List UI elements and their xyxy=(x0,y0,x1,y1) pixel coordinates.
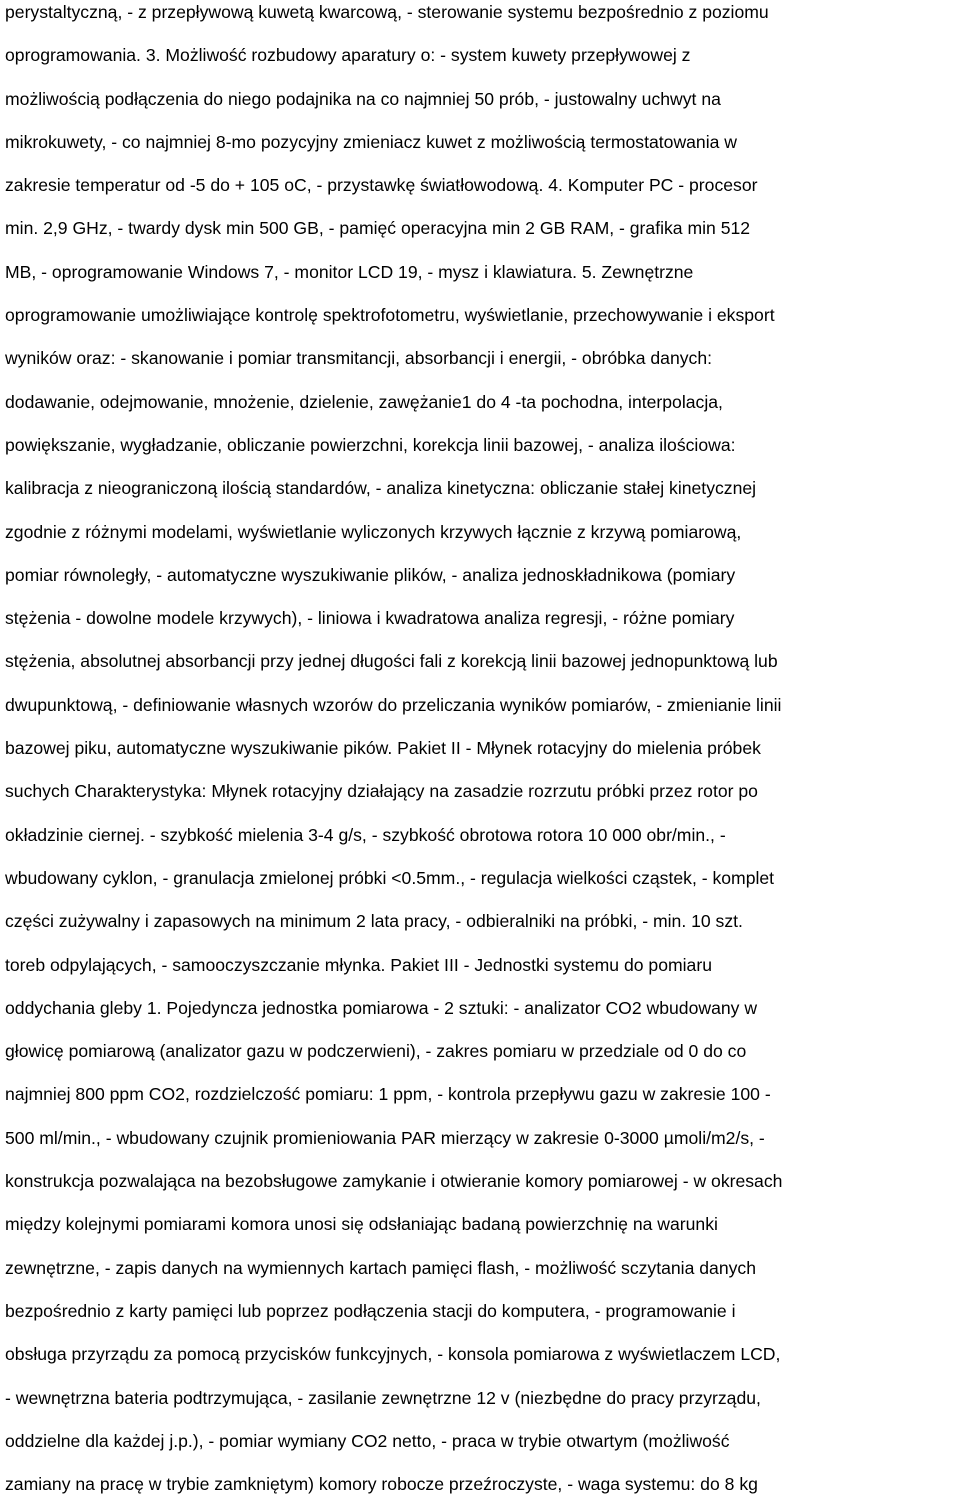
text-line: perystaltyczną, - z przepływową kuwetą kwarcową, - sterowanie systemu bezpośrednio z poziomu xyxy=(5,2,769,22)
text-line: oddychania gleby 1. Pojedyncza jednostka pomiarowa - 2 sztuki: - analizator CO2 wbudowany w xyxy=(5,997,758,1018)
text-line: dodawanie, odejmowanie, mnożenie, dzielenie, zawężanie1 do 4 -ta pochodna, interpolacja, xyxy=(5,391,723,412)
text-line: oprogramowanie umożliwiające kontrolę spektrofotometru, wyświetlanie, przechowywanie i eksport xyxy=(5,305,775,326)
text-line: zakresie temperatur od -5 do + 105 oC, - przystawkę światłowodową. 4. Komputer PC - procesor xyxy=(5,175,758,196)
text-line: min. 2,9 GHz, - twardy dysk min 500 GB, - pamięć operacyjna min 2 GB RAM, - grafika min 512 xyxy=(5,218,751,239)
text-line: MB, - oprogramowanie Windows 7, - monitor LCD 19, - mysz i klawiatura. 5. Zewnętrzne xyxy=(5,261,694,282)
text-line: części zużywalny i zapasowych na minimum 2 lata pracy, - odbieralniki na próbki, - min. 10 szt. xyxy=(5,911,743,932)
text-line: bezpośrednio z karty pamięci lub poprzez podłączenia stacji do komputera, - programowanie i xyxy=(5,1300,736,1321)
text-line: suchych Charakterystyka: Młynek rotacyjny działający na zasadzie rozrzutu próbki przez rotor po xyxy=(5,781,758,802)
text-line: stężenia, absolutnej absorbancji przy jednej długości fali z korekcją linii bazowej jednopunktową lub xyxy=(5,651,778,672)
text-line: mikrokuwety, - co najmniej 8-mo pozycyjny zmieniacz kuwet z możliwością termostatowania w xyxy=(5,131,738,152)
text-line: oprogramowania. 3. Możliwość rozbudowy aparatury o: - system kuwety przepływowej z xyxy=(5,45,691,66)
text-line: - wewnętrzna bateria podtrzymująca, - zasilanie zewnętrzne 12 v (niezbędne do pracy przyrządu, xyxy=(5,1387,761,1408)
text-line: powiększanie, wygładzanie, obliczanie powierzchni, korekcja linii bazowej, - analiza ilościowa: xyxy=(5,434,736,455)
text-line: okładzinie ciernej. - szybkość mielenia 3-4 g/s, - szybkość obrotowa rotora 10 000 obr/min., - xyxy=(5,824,726,845)
text-line: zamiany na pracę w trybie zamkniętym) komory robocze przeźroczyste, - waga systemu: do 8 kg xyxy=(5,1474,758,1495)
text-line: toreb odpylających, - samooczyszczanie młynka. Pakiet III - Jednostki systemu do pomiaru xyxy=(5,954,712,975)
text-line: zgodnie z różnymi modelami, wyświetlanie wyliczonych krzywych łącznie z krzywą pomiarową, xyxy=(5,521,742,542)
text-line: dwupunktową, - definiowanie własnych wzorów do przeliczania wyników pomiarów, - zmienianie linii xyxy=(5,694,782,715)
text-line: konstrukcja pozwalająca na bezobsługowe zamykanie i otwieranie komory pomiarowej - w okresach xyxy=(5,1171,783,1192)
text-line: bazowej piku, automatyczne wyszukiwanie pików. Pakiet II - Młynek rotacyjny do mielenia próbek xyxy=(5,738,761,759)
text-line: możliwością podłączenia do niego podajnika na co najmniej 50 prób, - justowalny uchwyt na xyxy=(5,88,721,109)
text-line: głowicę pomiarową (analizator gazu w podczerwieni), - zakres pomiaru w przedziale od 0 do co xyxy=(5,1041,747,1062)
text-line: między kolejnymi pomiarami komora unosi się odsłaniając badaną powierzchnię na warunki xyxy=(5,1214,718,1235)
text-line: najmniej 800 ppm CO2, rozdzielczość pomiaru: 1 ppm, - kontrola przepływu gazu w zakresie 100 - xyxy=(5,1084,771,1105)
text-line: zewnętrzne, - zapis danych na wymiennych kartach pamięci flash, - możliwość sczytania danych xyxy=(5,1257,756,1278)
text-line: obsługa przyrządu za pomocą przycisków funkcyjnych, - konsola pomiarowa z wyświetlaczem LCD, xyxy=(5,1344,781,1365)
text-line: kalibracja z nieograniczoną ilością standardów, - analiza kinetyczna: obliczanie stałej kinetycznej xyxy=(5,478,757,499)
text-line: 500 ml/min., - wbudowany czujnik promieniowania PAR mierzący w zakresie 0-3000 µmoli/m2/s, - xyxy=(5,1127,765,1148)
text-line: stężenia - dowolne modele krzywych), - liniowa i kwadratowa analiza regresji, - różne pomiary xyxy=(5,608,735,629)
text-line: wyników oraz: - skanowanie i pomiar transmitancji, absorbancji i energii, - obróbka danych: xyxy=(5,348,713,369)
text-line: wbudowany cyklon, - granulacja zmielonej próbki <0.5mm., - regulacja wielkości cząstek, - komplet xyxy=(5,867,775,888)
text-line: oddzielne dla każdej j.p.), - pomiar wymiany CO2 netto, - praca w trybie otwartym (możliwość xyxy=(5,1430,730,1451)
text-line: pomiar równoległy, - automatyczne wyszukiwanie plików, - analiza jednoskładnikowa (pomiary xyxy=(5,564,736,585)
